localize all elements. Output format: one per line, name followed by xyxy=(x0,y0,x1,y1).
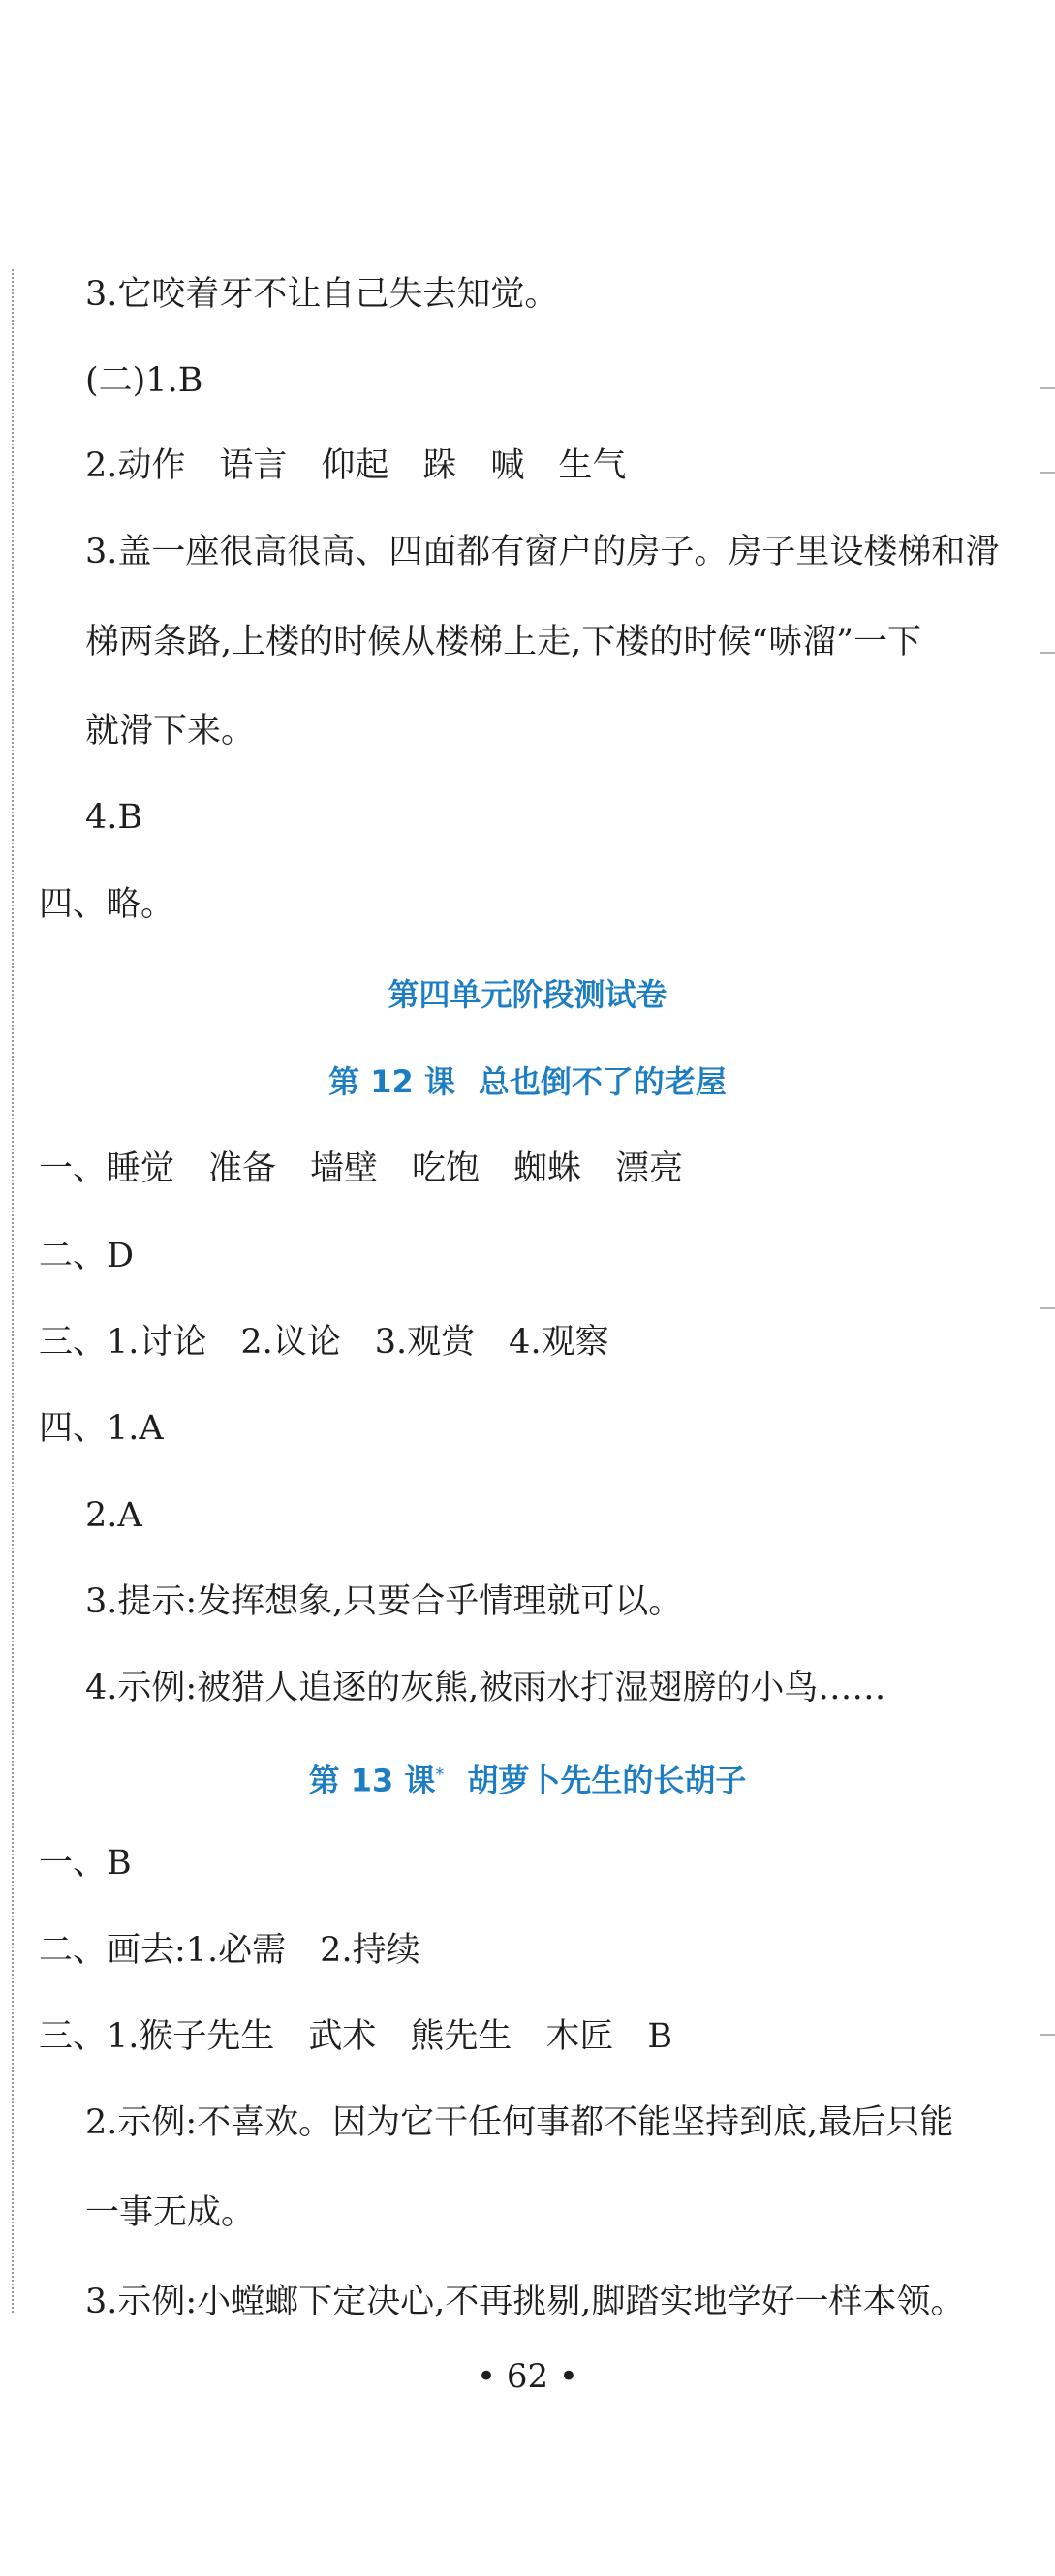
answer-line: 三、1.猴子先生 武术 熊先生 木匠 B xyxy=(39,2017,673,2056)
answer-line: 梯两条路,上楼的时候从楼梯上走,下楼的时候“哧溜”一下 xyxy=(85,623,922,661)
lesson-13-heading xyxy=(0,1754,1055,1802)
answer-line: 3.提示:发挥想象,只要合乎情理就可以。 xyxy=(85,1582,683,1621)
binding-dotted-line xyxy=(12,269,14,2313)
lesson-number: 第 12 课 xyxy=(328,1063,455,1100)
answer-line: 2.动作 语言 仰起 跺 喊 生气 xyxy=(85,446,627,485)
edge-mark xyxy=(1040,1307,1055,1309)
lesson-title: 胡萝卜先生的长胡子 xyxy=(467,1762,747,1799)
page-number: • 62 • xyxy=(477,2357,578,2396)
lesson-title: 总也倒不了的老屋 xyxy=(478,1063,727,1100)
answer-line: 2.示例:不喜欢。因为它干任何事都不能坚持到底,最后只能 xyxy=(85,2103,954,2142)
answer-line: 一事无成。 xyxy=(85,2193,256,2232)
lesson-12-heading xyxy=(0,1060,1055,1103)
unit-title: 第四单元阶段测试卷 xyxy=(388,976,667,1013)
answer-line: 3.盖一座很高很高、四面都有窗户的房子。房子里设楼梯和滑 xyxy=(85,533,1000,571)
lesson-number: 第 13 课 xyxy=(308,1762,436,1799)
answer-line: 二、D xyxy=(39,1237,135,1275)
answer-line: 3.示例:小螳螂下定决心,不再挑剔,脚踏实地学好一样本领。 xyxy=(85,2283,965,2321)
answer-line: 一、睡觉 准备 墙壁 吃饱 蜘蛛 漂亮 xyxy=(39,1150,684,1188)
answer-line: 4.示例:被猎人追逐的灰熊,被雨水打湿翅膀的小鸟…… xyxy=(85,1669,886,1707)
answer-line: 4.B xyxy=(85,798,143,837)
answer-line: 2.A xyxy=(85,1496,142,1535)
edge-mark xyxy=(1040,2034,1055,2036)
answer-line: 四、略。 xyxy=(39,885,175,924)
edge-mark xyxy=(1040,387,1055,389)
answer-line: 就滑下来。 xyxy=(85,712,256,751)
answer-line: (二)1.B xyxy=(85,361,203,400)
answer-line: 一、B xyxy=(39,1844,132,1883)
optional-lesson-star: * xyxy=(435,1764,445,1785)
edge-mark xyxy=(1040,472,1055,474)
answer-line: 三、1.讨论 2.议论 3.观赏 4.观察 xyxy=(39,1323,609,1362)
edge-mark xyxy=(1040,652,1055,654)
answer-line: 四、1.A xyxy=(39,1409,164,1448)
answer-line: 二、画去:1.必需 2.持续 xyxy=(39,1931,420,1970)
answer-line: 3.它咬着牙不让自己失去知觉。 xyxy=(85,275,559,314)
